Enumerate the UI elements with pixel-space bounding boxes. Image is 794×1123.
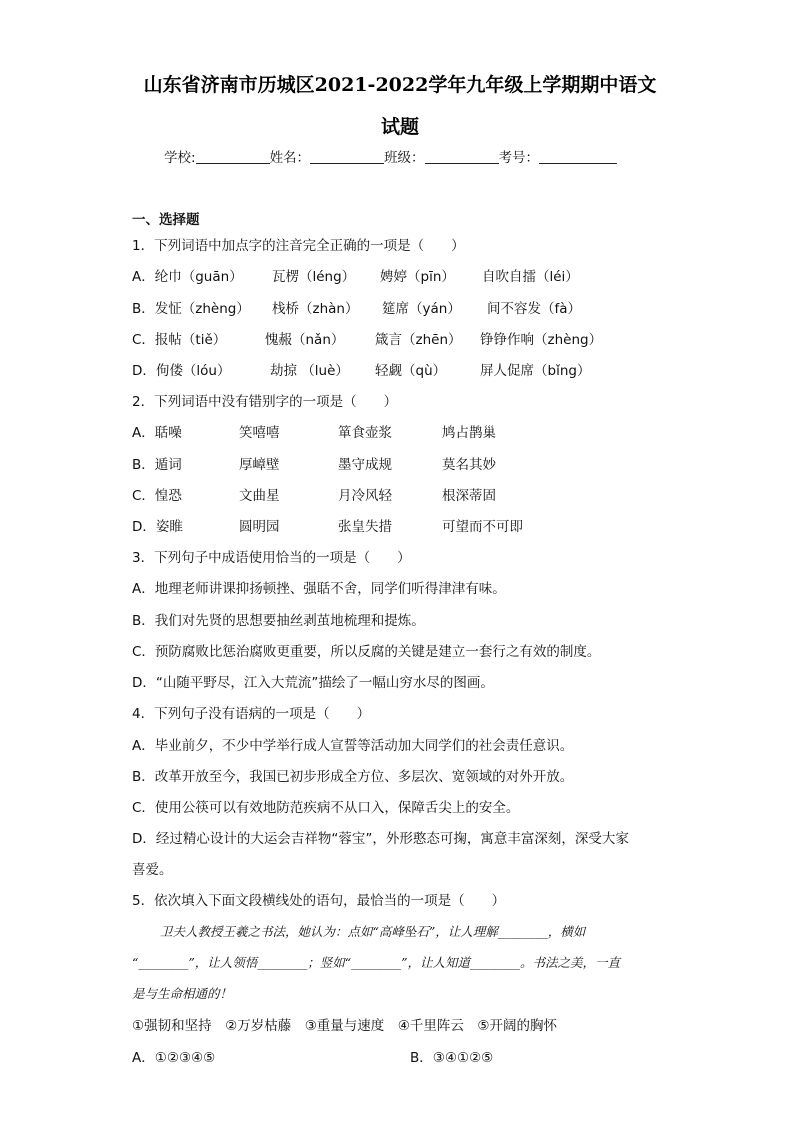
question-1-stem: 1．下列词语中加点字的注音完全正确的一项是（ ） xyxy=(132,238,465,254)
exam-title-continued: 试题 xyxy=(380,116,419,138)
exam-page: 山东省济南市历城区2021-2022学年九年级上学期期中语文 试题 学校: 姓名： 班级： 考号： 一、选择题 1．下列词语中加点字的注音完全正确的一项是（ ） A．纶巾（guān） 瓦楞（léng） 娉婷（pīn） 自吹自擂（léi） B．发怔（zhèng） 栈桥（zhàn） 筵席（yán） 间不容发（fà） C．报帖（tiě） 愧赧（nǎn） 箴言（zhēn） 铮铮作响（zhèng） D．佝偻（lóu） 劫掠 （luè） 轻觑（qù） 屏人促席（bǐng） 2．下列词语中没有错别字的一项是（ ） A．聒噪 笑嘻嘻 箪食壶浆 鸠占鹊巢 B．遁词 厚嶂壁 墨守成规 莫名其妙 C．惶恐 文曲星 月冷风轻 根深蒂固 D．姿睢 圆明园 张皇失措 可望而不可即 3．下列句子中成语使用恰当的一项是（ ） A．地理老师讲课抑扬顿挫、强聒不舍，同学们听得津津有味。 B．我们对先贤的思想要抽丝剥茧地梳理和提炼。 C．预防腐败比惩治腐败更重要，所以反腐的关键是建立一套行之有效的制度。 D．“山随平野尽，江入大荒流”描绘了一幅山穷水尽的图画。 4．下列句子没有语病的一项是（ ） A．毕业前夕，不少中学举行成人宣誓等活动加大同学们的社会责任意识。 B．改革开放至今，我国已初步形成全方位、多层次、宽领域的对外开放。 C．使用公筷可以有效地防范疾病不从口入，保障舌尖上的安全。 D．经过精心设计的大运会吉祥物“蓉宝”，外形憨态可掬，寓意丰富深刻，深受大家 喜爱。 5．依次填入下面文段横线处的语句，最恰当的一项是（ ） 卫夫人教授王羲之书法，她认为：点如“高峰坠石”，让人理解________，横如 “________”，让人领悟________；竖如“________”，让人知道________。书法之美，一直 是与生命相通的！ ①强韧和坚持 ②万岁枯藤 ③重量与速度 ④千里阵云 ⑤开阔的胸怀 A．①②③④⑤ B．③④①②⑤ xyxy=(0,0,794,1123)
q4-option-b[interactable]: B．改革开放至今，我国已初步形成全方位、多层次、宽领域的对外开放。 xyxy=(132,769,574,785)
q3-option-c[interactable]: C．预防腐败比惩治腐败更重要，所以反腐的关键是建立一套行之有效的制度。 xyxy=(132,644,601,660)
q5-passage-line-3: 是与生命相通的！ xyxy=(132,986,233,1001)
name-blank[interactable] xyxy=(310,149,384,164)
school-label: 学校: xyxy=(164,150,196,166)
class-label: 班级： xyxy=(384,150,425,166)
question-4-stem: 4．下列句子没有语病的一项是（ ） xyxy=(132,706,371,722)
question-5-stem: 5．依次填入下面文段横线处的语句，最恰当的一项是（ ） xyxy=(132,893,506,909)
question-2-stem: 2．下列词语中没有错别字的一项是（ ） xyxy=(132,394,398,410)
q3-option-b[interactable]: B．我们对先贤的思想要抽丝剥茧地梳理和提炼。 xyxy=(132,613,425,629)
class-blank[interactable] xyxy=(425,149,499,164)
q3-option-a[interactable]: A．地理老师讲课抑扬顿挫、强聒不舍，同学们听得津津有味。 xyxy=(132,581,506,597)
section-heading: 一、选择题 xyxy=(132,212,200,228)
number-label: 考号： xyxy=(498,150,540,166)
question-3-stem: 3．下列句子中成语使用恰当的一项是（ ） xyxy=(132,550,411,566)
q3-option-d[interactable]: D．“山随平野尽，江入大荒流”描绘了一幅山穷水尽的图画。 xyxy=(132,675,494,691)
q4-option-c[interactable]: C．使用公筷可以有效地防范疾病不从口入，保障舌尖上的安全。 xyxy=(132,800,520,816)
school-blank[interactable] xyxy=(196,149,270,164)
q5-option-b[interactable]: B．③④①②⑤ xyxy=(410,1050,494,1066)
q5-passage-line-1: 卫夫人教授王羲之书法，她认为：点如“高峰坠石”，让人理解________，横如 xyxy=(160,924,586,939)
q5-passage-line-2: “________”，让人领悟________；竖如“________”，让人知道________。书法之美，一直 xyxy=(132,955,621,970)
name-label: 姓名： xyxy=(269,150,311,166)
q4-option-d-continued[interactable]: 喜爱。 xyxy=(132,862,173,878)
q5-option-a[interactable]: A．①②③④⑤ xyxy=(132,1050,216,1066)
q5-choices: ①强韧和坚持 ②万岁枯藤 ③重量与速度 ④千里阵云 ⑤开阔的胸怀 xyxy=(132,1018,558,1034)
number-blank[interactable] xyxy=(539,149,617,164)
q4-option-d[interactable]: D．经过精心设计的大运会吉祥物“蓉宝”，外形憨态可掬，寓意丰富深刻，深受大家 xyxy=(132,831,629,847)
exam-title: 山东省济南市历城区2021-2022学年九年级上学期期中语文 xyxy=(143,74,657,96)
student-info-row xyxy=(164,146,617,166)
q4-option-a[interactable]: A．毕业前夕，不少中学举行成人宣誓等活动加大同学们的社会责任意识。 xyxy=(132,738,574,754)
